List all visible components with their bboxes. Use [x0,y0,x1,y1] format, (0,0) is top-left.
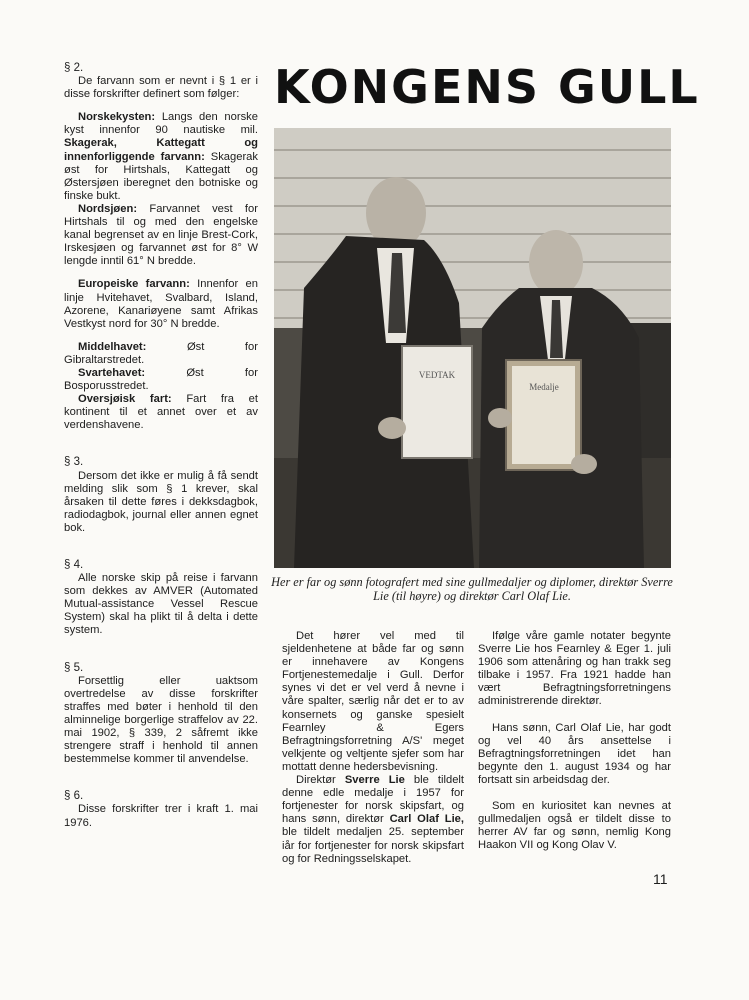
section-3-heading: § 3. [64,456,84,469]
europeiske-paragraph [64,278,258,330]
section-2-heading: § 2. [64,62,84,74]
middelhavet-term: Middelhavet: [78,340,147,353]
photo-caption: Her er far og sønn fotografert med sine gullmedaljer og diplomer, direktør Sverre Lie (til høyre) og direktør Carl Olaf Lie. [271,575,673,603]
europeiske-text: Innenfor en linje Hvitehavet, Svalbard, Island, Azorene, Kanariøyene samt Afrikas Vestkyst nord for 30° N bredde. [64,278,259,330]
page-number: 11 [653,871,668,887]
middelhavet-text: Øst for Gibraltarstredet. [64,340,258,366]
oversjoisk-term: Oversjøisk fart: [78,393,172,406]
article-paragraph-2 [282,774,464,866]
article-paragraph-1: Det hører vel med til sjeldenhetene at både far og sønn er innehavere av Kongens Fortjenestemedalje i Gull. Derfor synes vi det er vel verd å nevne i våre spalter, særlig når det er to av konsernets og ganske spesielt Fearnley & Egers Befragtningsforretning A/S' meget velkjente og veltjente sjefer som har mottatt denne hedersbevisning. [282,630,464,773]
skagerak-term: Skagerak, Kattegatt og innenforliggende farvann: [64,137,258,163]
article-column-middle [282,630,464,866]
skagerak-text: Skagerak øst for Hirtshals, Kattegatt og Østersjøen iberegnet den botniske og finske bukt. [64,150,258,202]
article-column-right [478,630,671,852]
section-4-heading: § 4. [64,559,84,571]
paragraph-2-part-a: Direktør [296,774,345,787]
article-paragraph-5: Som en kuriositet kan nevnes at gullmedaljen også er tildelt disse to herrer AV far og sønn, nemlig Kong Haakon VII og Kong Olav V. [478,800,671,852]
section-5-text: Forsettlig eller uaktsom overtredelse av disse forskrifter straffes med bøter i henhold til den alminnelige borgerlige straffelov av 22. mai 1902, § 339, 2 såfremt ikke strengere straff i henhold til annen bestemmelse kommer til anvendelse. [64,674,258,766]
regulations-column [64,62,258,830]
section-2-intro: De farvann som er nevnt i § 1 er i disse forskrifter definert som følger: [64,75,258,101]
section-5-heading: § 5. [64,661,84,674]
section-3-text: Dersom det ikke er mulig å få sendt melding slik som § 1 krever, skal årsaken til dette føres i dekksdagbok, radiodagbok, journal eller annen egnet bok. [64,469,258,534]
paragraph-2-part-c: ble tildelt medaljen 25. september iår for fortjenester for norsk skipsfart og for Redningsselskapet. [282,826,464,865]
article-title: KONGENS GULL [274,60,700,114]
nordsjoen-text: Farvannet vest for Hirtshals til og med den engelske kanal begrenset av en linje Brest-Cork, Irskesjøen og farvannet øst for 8° W lengde inntil 61° N bredde. [64,202,258,268]
section-4-text: Alle norske skip på reise i farvann som dekkes av AMVER (Automated Mutual-assistance Vessel Rescue System) skal ha plikt til å delta i dette system. [64,572,258,637]
photo-illustration [274,128,671,568]
oversjoisk-text: Fart fra et kontinent til et annet over et av verdenshavene. [64,393,258,432]
nordsjoen-term: Nordsjøen: [78,202,138,215]
section-6-heading: § 6. [64,790,84,803]
name-carl-olaf-lie: Carl Olaf Lie, [389,813,465,826]
section-6-text: Disse forskrifter trer i kraft 1. mai 1976. [64,803,258,829]
norskekysten-paragraph [64,111,258,203]
paragraph-2-part-b: ble tildelt denne edle medalje i 1957 for fortjenester for norsk skipsfart, og hans sønn, direktør [282,774,465,826]
europeiske-term: Europeiske farvann: [78,278,190,291]
article-paragraph-3: Ifølge våre gamle notater begynte Sverre Lie hos Fearnley & Eger 1. juli 1906 som attenåring og han trakk seg tilbake i 1957. Fra 1921 hadde han vært Befragtningsforretningens administrerende direktør. [478,630,671,708]
svartehavet-paragraph [64,367,258,393]
middelhavet-paragraph [64,341,258,367]
norskekysten-term: Norskekysten: [78,111,156,124]
left-diploma-text: VEDTAK [418,370,456,380]
svartehavet-term: Svartehavet: [78,366,146,379]
right-diploma-text: Medalje [529,382,559,392]
oversjoisk-paragraph [64,393,258,432]
svartehavet-text: Øst for Bosporusstredet. [64,366,258,393]
nordsjoen-paragraph [64,203,258,268]
article-paragraph-4: Hans sønn, Carl Olaf Lie, har godt og vel 40 års ansettelse i Befragtningsforretningen idet han begynte den 1. august 1934 og har fortsatt sin arbeidsdag der. [478,721,671,786]
name-sverre-lie: Sverre Lie [344,774,405,787]
article-photo [274,128,671,568]
norskekysten-text: Langs den norske kyst innenfor 90 nautiske mil. [64,111,258,137]
